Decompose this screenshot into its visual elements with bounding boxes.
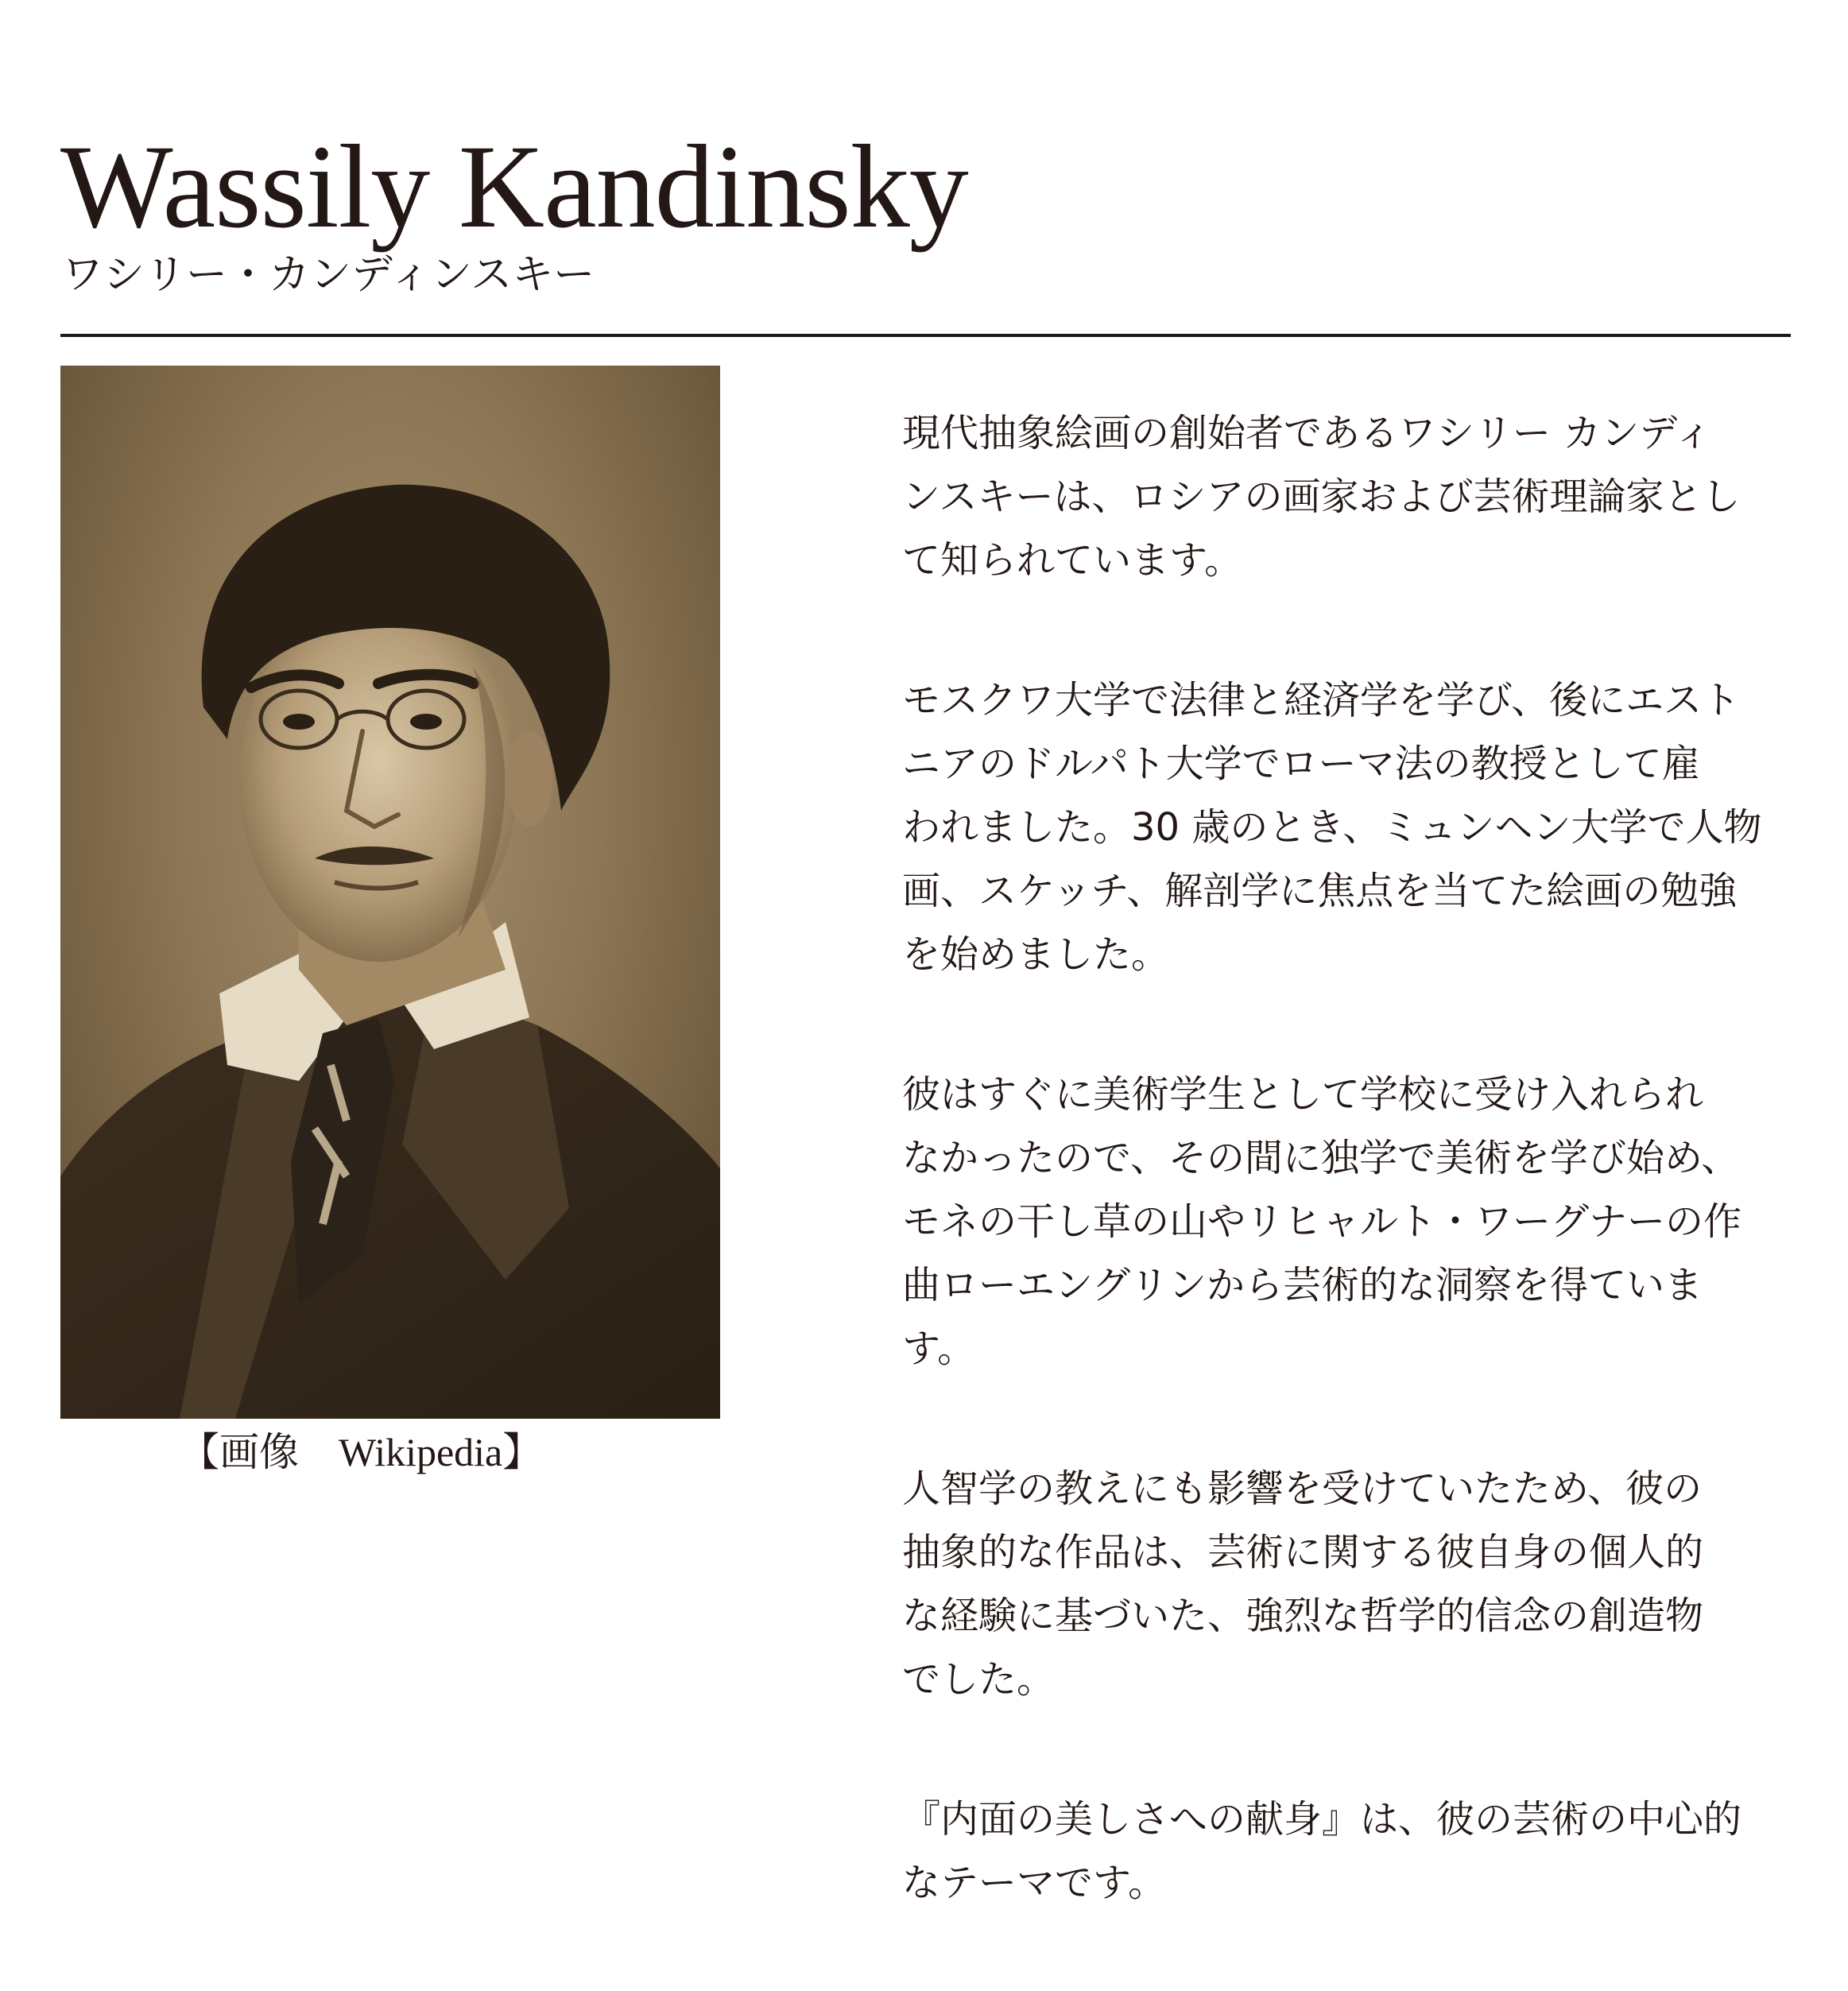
bio-line: 人智学の教えにも影響を受けていたため、彼の	[902, 1466, 1703, 1511]
bio-line: ニアのドルパト大学でローマ法の教授として雇	[902, 742, 1700, 786]
bio-line: 『内面の美しさへの献身』は、彼の芸術の中心的	[902, 1797, 1742, 1842]
bio-line: 画、スケッチ、解剖学に焦点を当てた絵画の勉強	[902, 869, 1738, 913]
bio-line: モスクワ大学で法律と経済学を学び、後にエスト	[902, 678, 1741, 722]
biography-text	[902, 401, 1800, 1991]
portrait-caption: 【画像 Wikipedia】	[180, 1430, 543, 1474]
header-divider	[60, 334, 1791, 337]
bio-line: でした。	[902, 1657, 1056, 1702]
bio-paragraph	[902, 668, 1800, 986]
bio-line: 彼はすぐに美術学生として学校に受け入れられ	[902, 1072, 1704, 1117]
bio-line: な経験に基づいた、強烈な哲学的信念の創造物	[902, 1594, 1704, 1638]
bio-line: す。	[902, 1327, 976, 1371]
bio-line: て知られています。	[902, 538, 1243, 583]
bio-line: 曲ローエングリンから芸術的な洞察を得ていま	[902, 1263, 1703, 1307]
bio-paragraph	[902, 1788, 1800, 1915]
page-subtitle: ワシリー・カンディンスキー	[62, 251, 595, 299]
portrait-photo	[60, 366, 720, 1419]
bio-line: なかったので、その間に独学で美術を学び始め、	[902, 1136, 1740, 1180]
bio-line: 現代抽象絵画の創始者であるワシリー カンディ	[902, 411, 1713, 455]
bio-line: ンスキーは、ロシアの画家および芸術理論家とし	[902, 475, 1741, 519]
bio-line: 抽象的な作品は、芸術に関する彼自身の個人的	[902, 1530, 1704, 1575]
bio-paragraph	[902, 1063, 1800, 1381]
bio-line: われました。30 歳のとき、ミュンヘン大学で人物	[902, 805, 1762, 850]
bio-line: なテーマです。	[902, 1861, 1167, 1905]
page-title: Wassily Kandinsky	[60, 121, 968, 253]
bio-paragraph	[902, 1457, 1800, 1711]
bio-paragraph	[902, 401, 1800, 592]
bio-line: を始めました。	[902, 932, 1170, 977]
bio-line: モネの干し草の山やリヒャルト・ワーグナーの作	[902, 1199, 1742, 1244]
